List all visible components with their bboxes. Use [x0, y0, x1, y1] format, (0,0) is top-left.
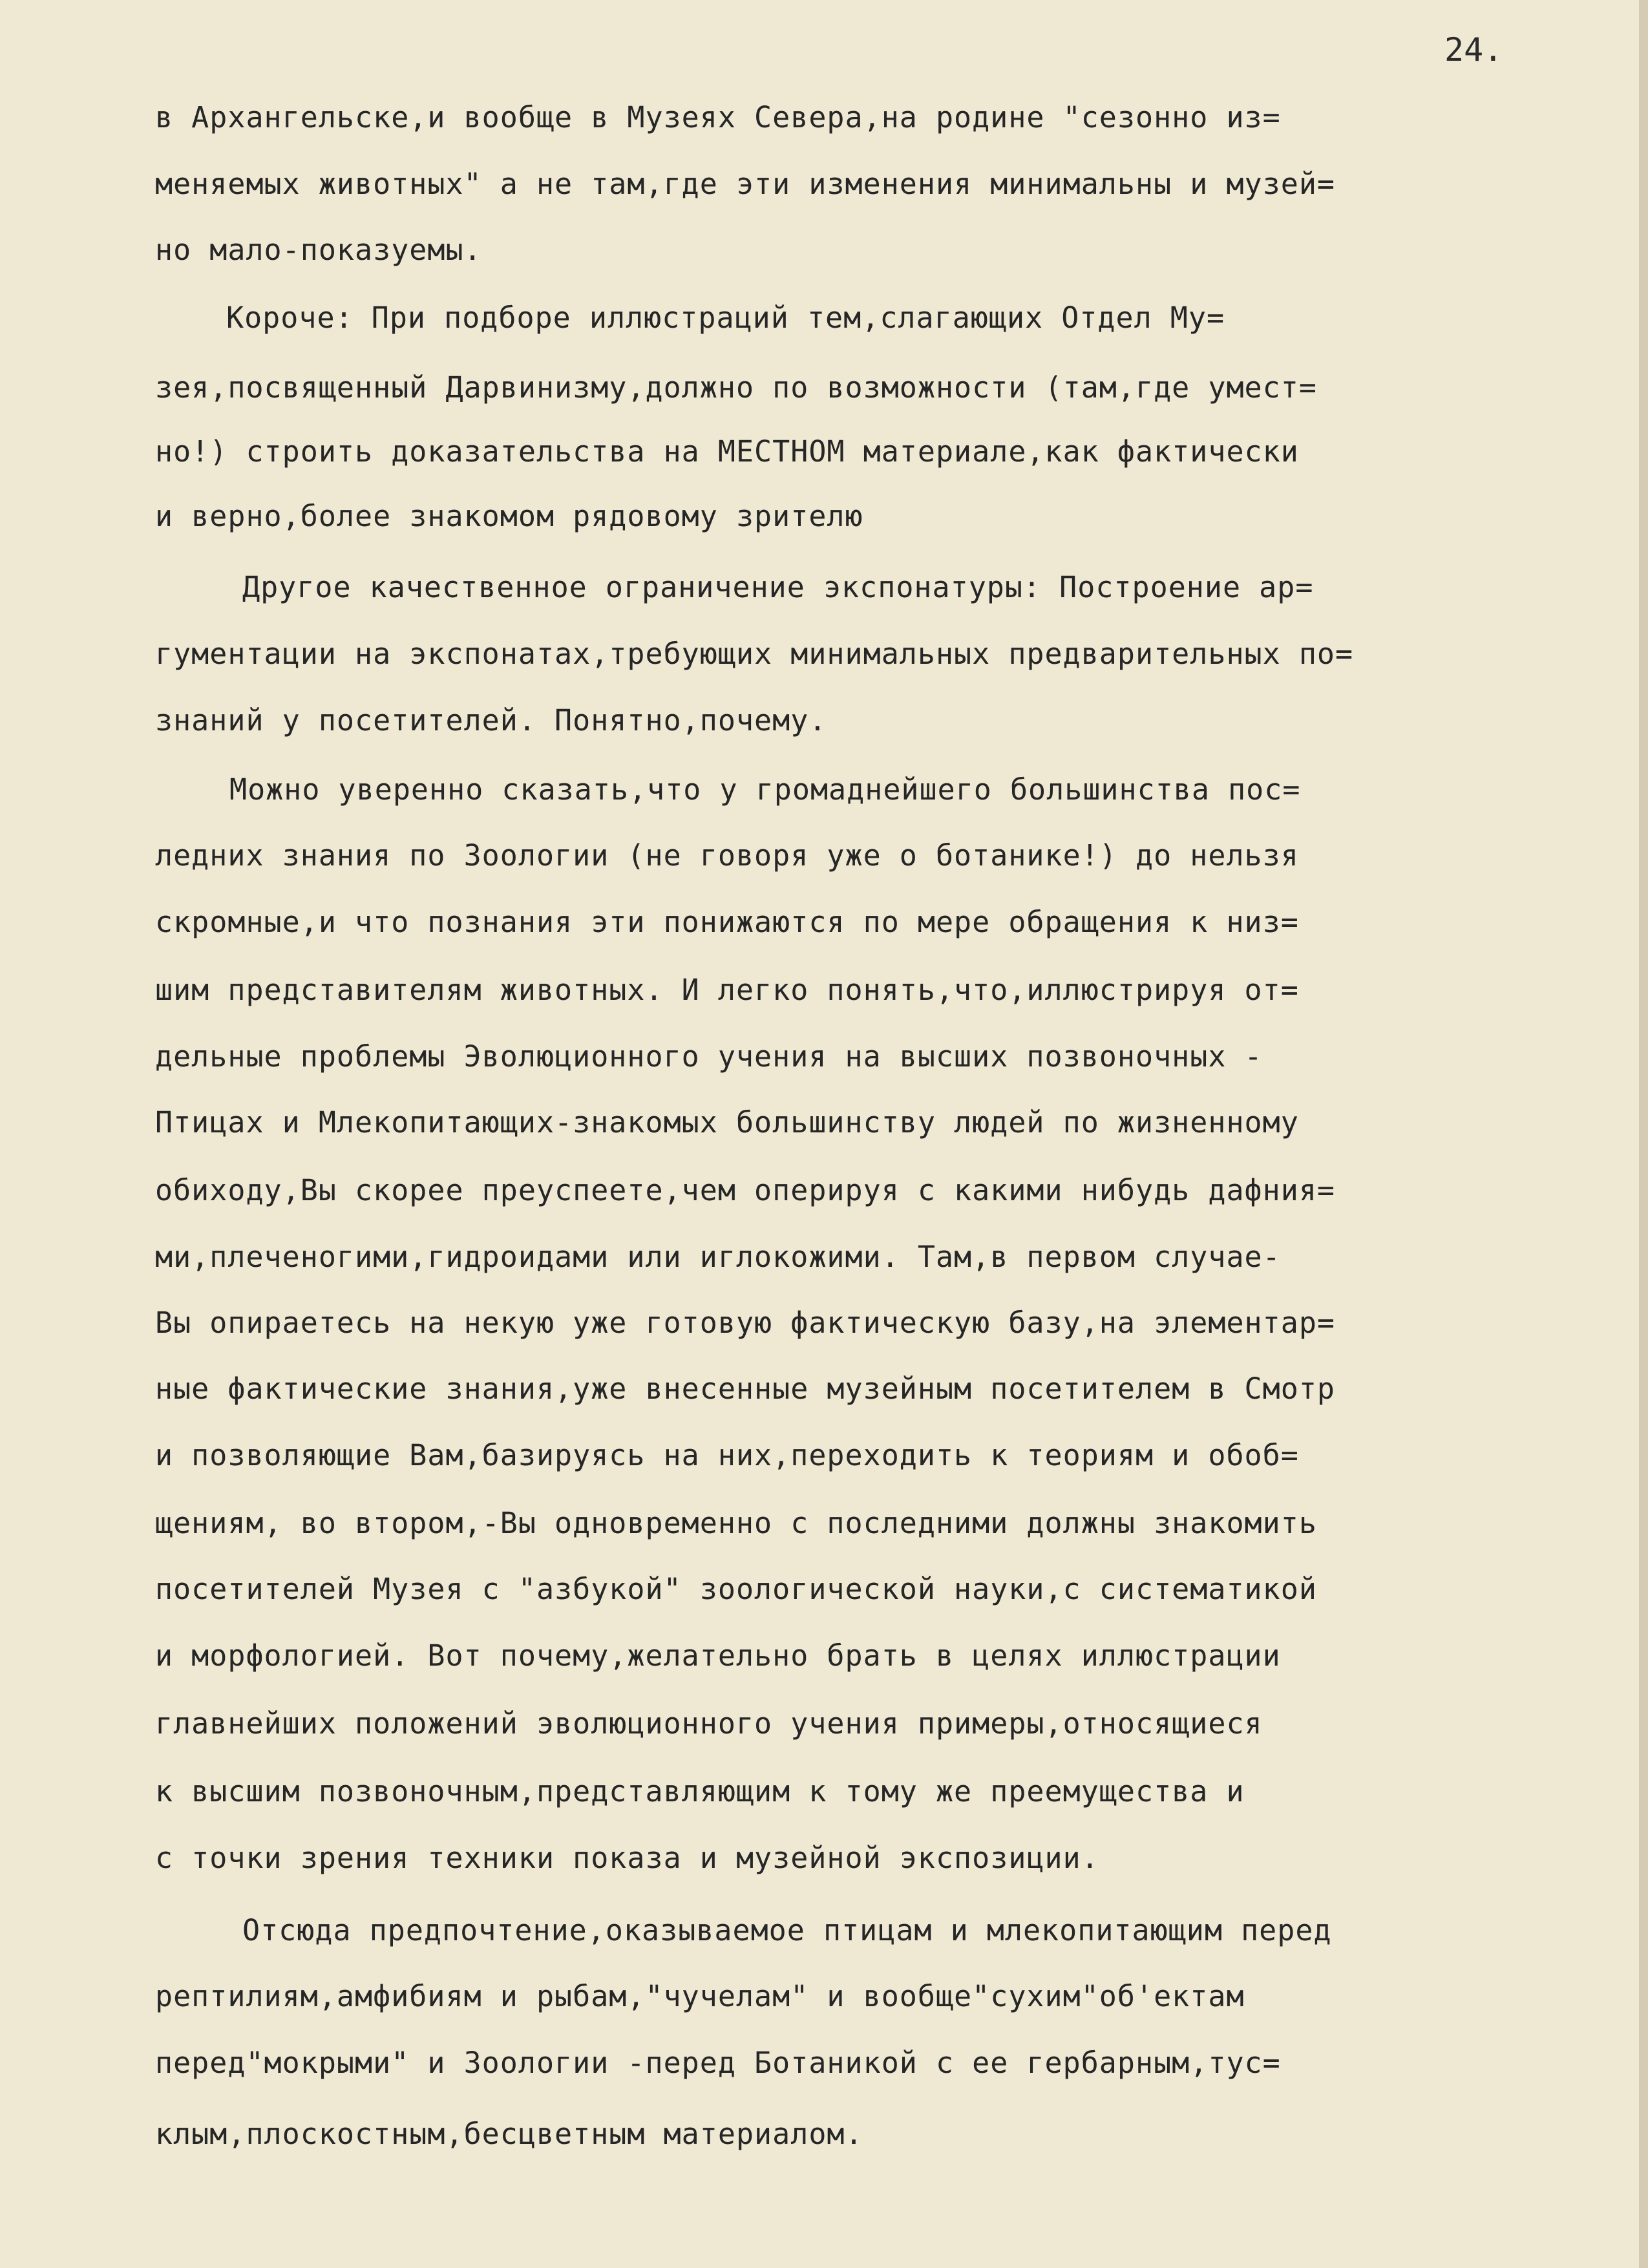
page-number: 24.: [1444, 31, 1503, 69]
text-line: посетителей Музея с "азбукой" зоологической науки,с систематикой: [155, 1572, 1317, 1606]
text-line: но!) строить доказательства на МЕСТНОМ материале,как фактически: [155, 434, 1299, 469]
text-line: меняемых животных" а не там,где эти изменения минимальны и музей=: [155, 167, 1335, 201]
text-line: и позволяющие Вам,базируясь на них,переходить к теориям и обоб=: [155, 1438, 1299, 1472]
text-line: дельные проблемы Эволюционного учения на высших позвоночных -: [155, 1039, 1263, 1074]
text-line: Другое качественное ограничение экспонатуры: Построение ар=: [242, 570, 1314, 604]
text-line: ные фактические знания,уже внесенные музейным посетителем в Смотр: [155, 1372, 1335, 1406]
text-line: гументации на экспонатах,требующих минимальных предварительных по=: [155, 637, 1354, 671]
text-line: знаний у посетителей. Понятно,почему.: [155, 703, 827, 737]
text-line: Птицах и Млекопитающих-знакомых большинству людей по жизненному: [155, 1105, 1299, 1139]
text-line: Можно уверенно сказать,что у громаднейшего большинства пос=: [229, 772, 1301, 807]
text-line: ми,плеченогими,гидроидами или иглокожими. Там,в первом случае-: [155, 1240, 1281, 1274]
text-line: зея,посвященный Дарвинизму,должно по возможности (там,где умест=: [155, 370, 1317, 405]
text-line: рептилиям,амфибиям и рыбам,"чучелам" и вообще"сухим"об'ектам: [155, 1979, 1245, 2013]
text-line: щениям, во втором,-Вы одновременно с последними должны знакомить: [155, 1506, 1317, 1540]
text-line: в Архангельске,и вообще в Музеях Севера,на родине "сезонно из=: [155, 100, 1281, 134]
text-line: и морфологией. Вот почему,желательно брать в целях иллюстрации: [155, 1638, 1281, 1673]
text-line: шим представителям животных. И легко понять,что,иллюстрируя от=: [155, 973, 1299, 1007]
text-line: обиходу,Вы скорее преуспеете,чем оперируя с какими нибудь дафния=: [155, 1173, 1335, 1207]
text-line: клым,плоскостным,бесцветным материалом.: [155, 2117, 863, 2151]
text-line: перед"мокрыми" и Зоологии -перед Ботаникой с ее гербарным,тус=: [155, 2046, 1281, 2080]
text-line: но мало-показуемы.: [155, 233, 482, 267]
text-line: и верно,более знакомом рядовому зрителю: [155, 499, 863, 533]
page-edge: [1639, 0, 1648, 2268]
text-line: главнейших положений эволюционного учения примеры,относящиеся: [155, 1706, 1263, 1741]
text-line: Вы опираетесь на некую уже готовую фактическую базу,на элементар=: [155, 1306, 1335, 1340]
text-line: ледних знания по Зоологии (не говоря уже о ботанике!) до нельзя: [155, 838, 1299, 873]
text-line: Короче: При подборе иллюстраций тем,слагающих Отдел Му=: [226, 301, 1225, 335]
text-line: к высшим позвоночным,представляющим к тому же преемущества и: [155, 1774, 1245, 1808]
text-line: Отсюда предпочтение,оказываемое птицам и млекопитающим перед: [242, 1913, 1332, 1947]
text-line: скромные,и что познания эти понижаются по мере обращения к низ=: [155, 905, 1299, 939]
text-line: с точки зрения техники показа и музейной экспозиции.: [155, 1841, 1099, 1875]
